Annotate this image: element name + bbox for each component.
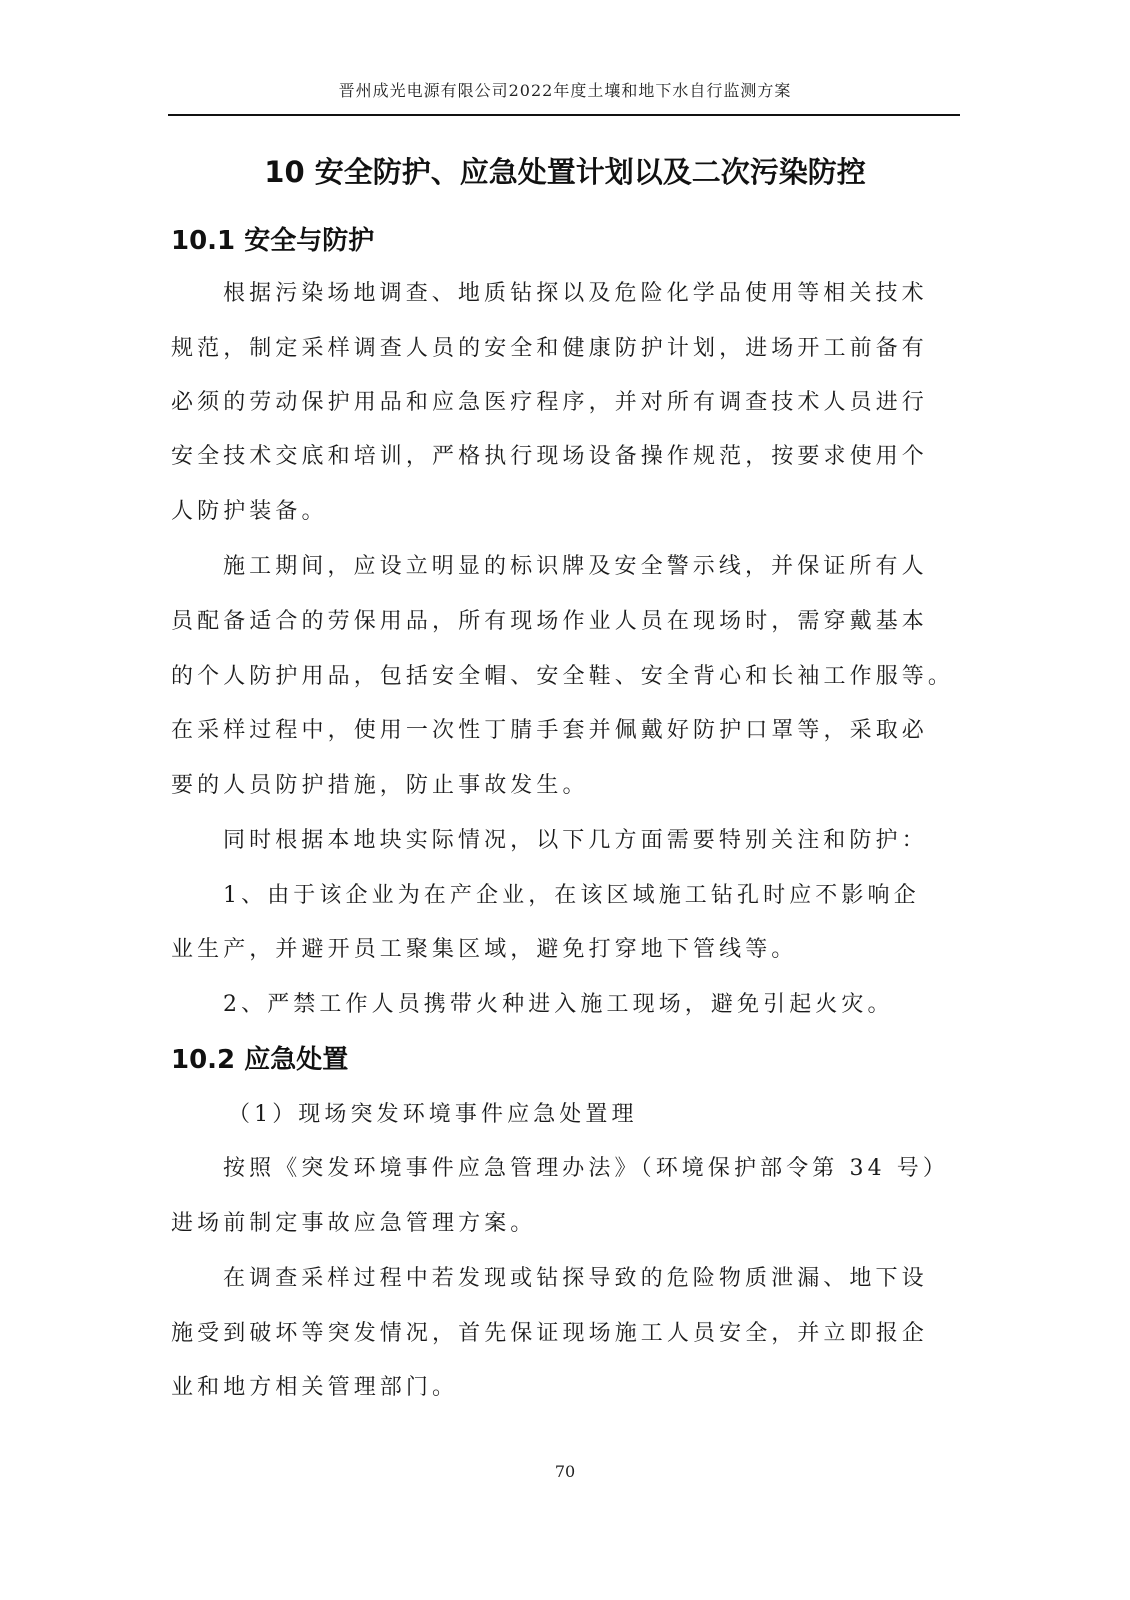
list-item-line: 业生产，并避开员工聚集区域，避免打穿地下管线等。 [171,937,798,962]
paragraph-line: 必须的劳动保护用品和应急医疗程序，并对所有调查技术人员进行 [171,390,928,415]
paragraph-line: 人防护装备。 [171,499,328,524]
paragraph-line: 同时根据本地块实际情况，以下几方面需要特别关注和防护： [223,828,928,853]
paragraph-line: 要的人员防护措施，防止事故发生。 [171,773,589,798]
paragraph-line: 进场前制定事故应急管理方案。 [171,1211,537,1236]
paragraph-line: 按照《突发环境事件应急管理办法》（环境保护部令第 34 号） [223,1156,949,1181]
paragraph-line: 安全技术交底和培训，严格执行现场设备操作规范，按要求使用个 [171,444,928,469]
list-item-line: 1、由于该企业为在产企业，在该区域施工钻孔时应不影响企 [223,883,920,908]
section-title-10-2: 10.2 应急处置 [171,1045,349,1075]
paragraph-line: 员配备适合的劳保用品，所有现场作业人员在现场时，需穿戴基本 [171,609,928,634]
paragraph-line: 规范，制定采样调查人员的安全和健康防护计划，进场开工前备有 [171,336,928,361]
paragraph-line: 根据污染场地调查、地质钻探以及危险化学品使用等相关技术 [223,281,928,306]
list-item-line: 2、严禁工作人员携带火种进入施工现场，避免引起火灾。 [223,992,894,1017]
paragraph-line: 业和地方相关管理部门。 [171,1375,459,1400]
paragraph-line: 施受到破坏等突发情况，首先保证现场施工人员安全，并立即报企 [171,1321,928,1346]
paragraph-line: 在采样过程中，使用一次性丁腈手套并佩戴好防护口罩等，采取必 [171,718,928,743]
header-title: 晋州成光电源有限公司2022年度土壤和地下水自行监测方案 [338,81,792,100]
page-number: 70 [554,1462,576,1481]
section-title-10-1: 10.1 安全与防护 [171,226,375,256]
header-divider [168,114,960,116]
chapter-title: 10 安全防护、应急处置计划以及二次污染防控 [264,155,866,189]
paragraph-line: 的个人防护用品，包括安全帽、安全鞋、安全背心和长袖工作服等。 [171,664,955,689]
paragraph-line: 在调查采样过程中若发现或钻探导致的危险物质泄漏、地下设 [223,1266,928,1291]
subheading-line: （1）现场突发环境事件应急处置理 [228,1102,638,1127]
paragraph-line: 施工期间，应设立明显的标识牌及安全警示线，并保证所有人 [223,554,928,579]
